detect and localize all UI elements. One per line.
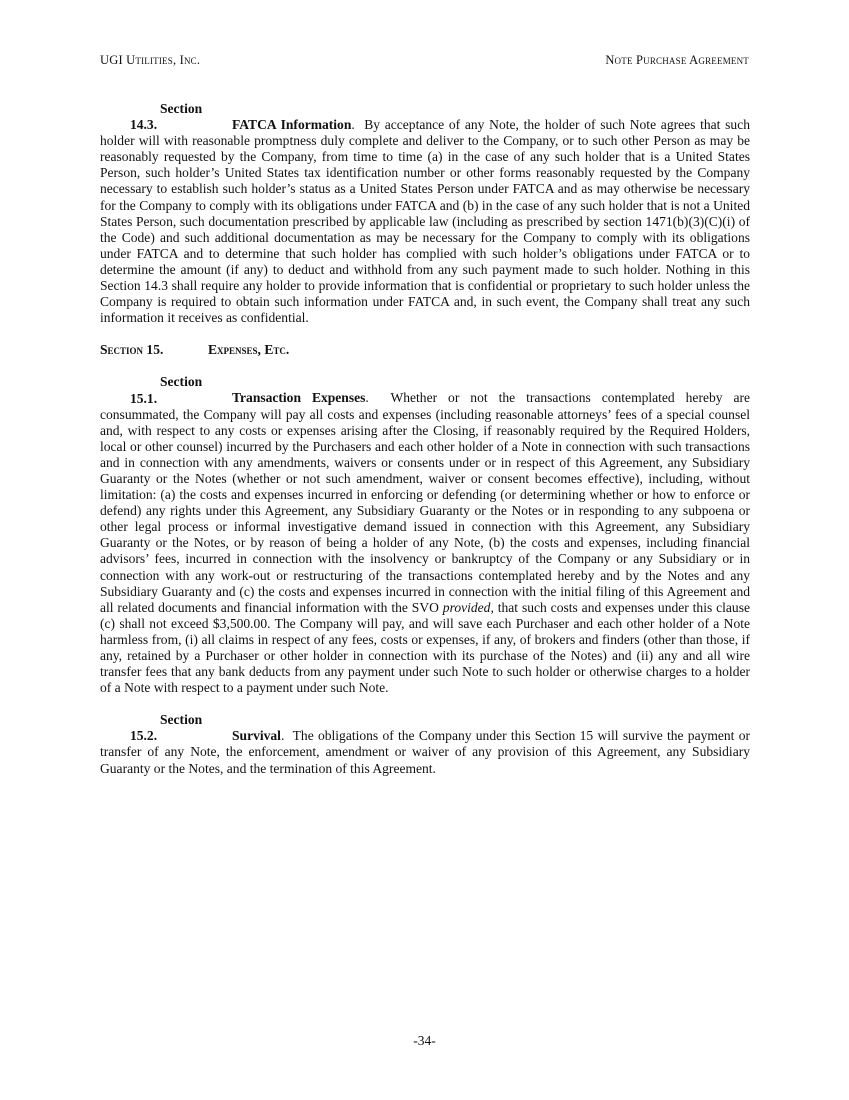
- section-15-number: Section 15.: [100, 342, 164, 358]
- section-15-2-title-period: .: [280, 728, 285, 744]
- section-15-2-body: The obligations of the Company under this Section 15 will survive the payment or transfer of any Note, the enforcement, amendment or waiver of any provision of this Agreement, any Subsidiary Guaranty or the Notes, and the termination of this Agreement.: [100, 728, 751, 776]
- document-body: [100, 101, 750, 793]
- section-14-3-title: FATCA Information: [232, 117, 352, 133]
- section-15-1-body-part1: Whether or not the transactions contemplated hereby are consummated, the Company will pay all costs and expenses (including reasonable attorneys’ fees of a special counsel and, with respect to any costs or expenses arising after the Closing, if reasonably required by the Required Holders, local or other counsel) incurred by the Purchasers and each other holder of a Note in connection with such transactions and in connection with any amendments, waivers or consents under or in respect of this Agreement, any Subsidiary Guaranty or the Notes (whether or not such amendment, waiver or consent becomes effective), including, without limitation: (a) the costs and expenses incurred in enforcing or defending (or determining whether or how to enforce or defend) any rights under this Agreement, any Subsidiary Guaranty or the Notes or in responding to any subpoena or other legal process or informal investigative demand issued in connection with this Agreement, any Subsidiary Guaranty or the Notes, or by reason of being a holder of any Note, (b) the costs and expenses, including financial advisors’ fees, incurred in connection with the insolvency or bankruptcy of the Company or any Subsidiary or in connection with any work-out or restructuring of the transactions contemplated hereby and by the Notes and any Subsidiary Guaranty and (c) the costs and expenses incurred in connection with the initial filing of this Agreement and all related documents and financial information with the SVO: [100, 390, 751, 615]
- section-15-1-number: Section 15.1.: [130, 374, 203, 406]
- header-company-name: UGI Utilities, Inc.: [100, 53, 201, 67]
- section-15-1-body-part2: that such costs and expenses under this clause (c) shall not exceed $3,500.00. The Company will pay, and will save each Purchaser and each other holder of a Note harmless from, (i) all claims in respect of any fees, costs or expenses, if any, of brokers and finders (other than those, if any, retained by a Purchaser or other holder in connection with its purchase of the Notes) and (ii) any and all wire transfer fees that any bank deducts from any payment under such Note to such holder or otherwise charges to a holder of a Note with respect to a payment under such Note.: [100, 599, 750, 696]
- section-15-2-title: Survival: [232, 728, 281, 744]
- section-15-1-title: Transaction Expenses: [232, 390, 366, 406]
- section-15-heading: [100, 342, 750, 358]
- section-15-2-paragraph: [100, 712, 750, 776]
- page-number: -34-: [413, 1033, 436, 1048]
- section-14-3-paragraph: [100, 101, 750, 326]
- section-14-3-title-period: .: [351, 117, 355, 133]
- section-15-1-paragraph: [100, 374, 750, 696]
- section-14-3-number: Section 14.3.: [130, 101, 203, 133]
- section-15-title: Expenses, Etc.: [208, 342, 290, 358]
- header-document-title: Note Purchase Agreement: [605, 53, 749, 67]
- section-15-2-number: Section 15.2.: [130, 712, 203, 744]
- section-14-3-body: By acceptance of any Note, the holder of such Note agrees that such holder will with reasonable promptness duly complete and deliver to the Company, or to such other Person as may be reasonably requested by the Company, from time to time (a) in the case of any such holder that is a United States Person, such holder’s United States tax identification number or other forms reasonably requested by the Company necessary to establish such holder’s status as a United States Person under FATCA and as may otherwise be necessary for the Company to comply with its obligations under FATCA and (b) in the case of any such holder that is not a United States Person, such documentation prescribed by applicable law (including as prescribed by section 1471(b)(3)(C)(i) of the Code) and such additional documentation as may be necessary for the Company to comply with its obligations under FATCA and to determine that such holder has complied with such holder’s obligations under FATCA or to determine the amount (if any) to deduct and withhold from any such payment made to such holder. Nothing in this Section 14.3 shall require any holder to provide information that is confidential or proprietary to such holder unless the Company is required to obtain such information under FATCA and, in such event, the Company shall treat any such information it receives as confidential.: [100, 117, 750, 326]
- section-15-1-title-period: .: [365, 390, 369, 406]
- provided-term: provided,: [442, 599, 494, 615]
